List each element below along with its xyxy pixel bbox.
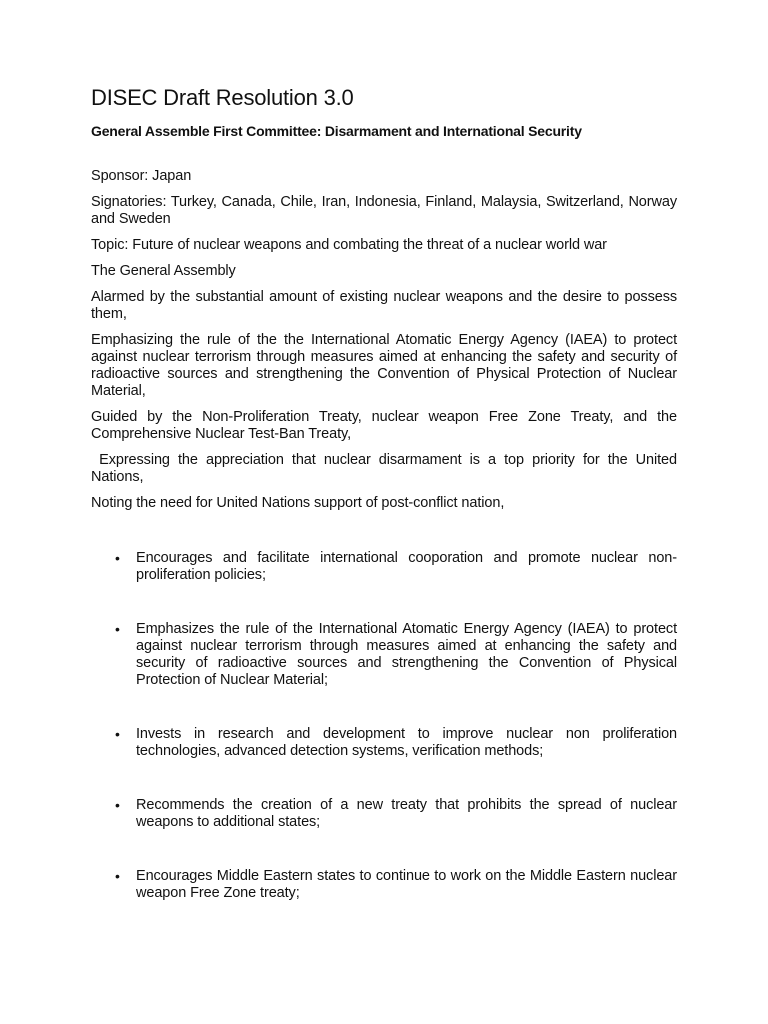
bullet-icon: • xyxy=(115,868,120,884)
preambulatory-clause: Expressing the appreciation that nuclear disarmament is a top priority for the United Nations, xyxy=(91,452,681,485)
operative-clause xyxy=(91,726,677,760)
topic-line: Topic: Future of nuclear weapons and combating the threat of a nuclear world war xyxy=(91,237,607,253)
operative-clauses-list xyxy=(91,550,677,902)
bullet-icon: • xyxy=(115,797,120,813)
operative-clause-text: Recommends the creation of a new treaty that prohibits the spread of nuclear weapons to additional states; xyxy=(136,797,677,830)
preambulatory-clause: Alarmed by the substantial amount of existing nuclear weapons and the desire to possess them, xyxy=(91,289,677,322)
sponsor-line: Sponsor: Japan xyxy=(91,168,192,184)
bullet-icon: • xyxy=(115,726,120,742)
operative-clause xyxy=(91,797,677,831)
signatories-line: Signatories: Turkey, Canada, Chile, Iran, Indonesia, Finland, Malaysia, Switzerland, Norway and Sweden xyxy=(91,194,677,227)
document-page xyxy=(91,84,681,939)
operative-clause xyxy=(91,550,677,584)
bullet-icon: • xyxy=(115,621,120,637)
operative-clause-text: Encourages and facilitate international cooporation and promote nuclear non-proliferation policies; xyxy=(136,550,677,583)
document-title: DISEC Draft Resolution 3.0 xyxy=(91,85,354,110)
operative-clause xyxy=(91,868,677,902)
preambulatory-clause: Noting the need for United Nations support of post-conflict nation, xyxy=(91,495,505,511)
bullet-icon: • xyxy=(115,550,120,566)
body-intro: The General Assembly xyxy=(91,263,236,279)
preambulatory-clause: Emphasizing the rule of the the International Atomatic Energy Agency (IAEA) to protect against nuclear terrorism through measures aimed at enhancing the safety and security of radioactive sources and strengthening the Convention of Physical Protection of Nuclear Material, xyxy=(91,332,677,399)
operative-clause-text: Invests in research and development to improve nuclear non proliferation technologies, advanced detection systems, verification methods; xyxy=(136,726,677,759)
operative-clause-text: Emphasizes the rule of the International Atomatic Energy Agency (IAEA) to protect against nuclear terrorism through measures aimed at enhancing the safety and security of radioactive sources and strengthening the Convention of Physical Protection of Nuclear Material; xyxy=(136,621,677,688)
preambulatory-clause: Guided by the Non-Proliferation Treaty, nuclear weapon Free Zone Treaty, and the Comprehensive Nuclear Test-Ban Treaty, xyxy=(91,409,677,442)
operative-clause-text: Encourages Middle Eastern states to continue to work on the Middle Eastern nuclear weapon Free Zone treaty; xyxy=(136,868,677,901)
operative-clause xyxy=(91,621,677,689)
committee-subtitle: General Assemble First Committee: Disarmament and International Security xyxy=(91,123,582,139)
